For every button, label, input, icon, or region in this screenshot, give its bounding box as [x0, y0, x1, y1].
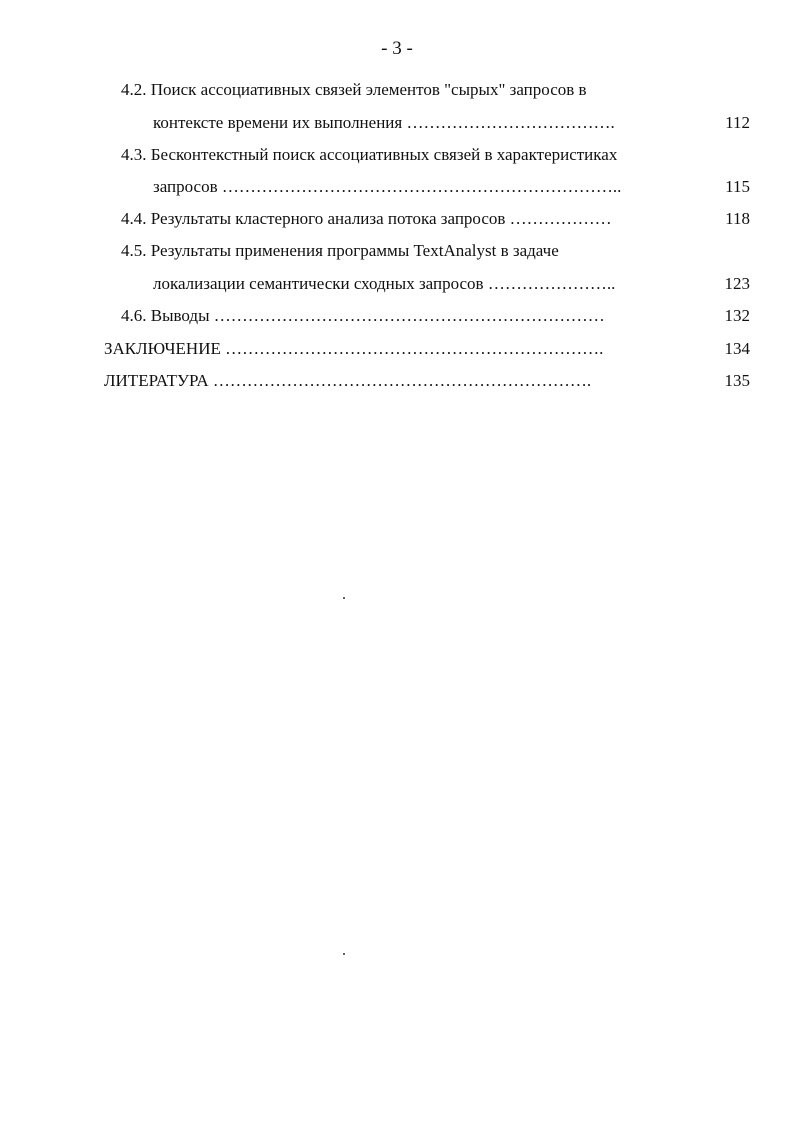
toc-entry-4-3-title: 4.3. Бесконтекстный поиск ассоциативных связей в характеристиках: [121, 145, 618, 164]
toc-entry-4-5-page: 123: [724, 274, 750, 293]
toc-entry-conclusion-page: 134: [724, 339, 750, 358]
scan-speck: [343, 953, 345, 955]
toc-entry-references-page: 135: [724, 371, 750, 390]
toc-entry-4-6-page: 132: [724, 306, 750, 325]
scan-speck: [343, 597, 345, 599]
toc-entry-4-2-title-cont: контексте времени их выполнения ……………………………….: [153, 113, 615, 132]
page-number: - 3 -: [381, 38, 413, 59]
toc-entry-4-4-title: 4.4. Результаты кластерного анализа потока запросов ………………: [121, 209, 612, 228]
toc-entry-4-2-page: 112: [725, 113, 750, 132]
toc-entry-4-4-page: 118: [725, 209, 750, 228]
toc-entry-4-5-title: 4.5. Результаты применения программы TextAnalyst в задаче: [121, 241, 559, 260]
toc-entry-4-5-title-cont: локализации семантически сходных запросов …………………..: [153, 274, 616, 293]
toc-entry-4-2-title: 4.2. Поиск ассоциативных связей элементов "сырых" запросов в: [121, 80, 587, 99]
toc-entry-references-title: ЛИТЕРАТУРА ………………………………………………………….: [104, 371, 592, 390]
toc-entry-4-3-title-cont: запросов ……………………………………………………………..: [153, 177, 622, 196]
toc-entry-4-6-title: 4.6. Выводы ……………………………………………………………: [121, 306, 605, 325]
toc-entry-conclusion-title: ЗАКЛЮЧЕНИЕ ………………………………………………………….: [104, 339, 604, 358]
toc-entry-4-3-page: 115: [725, 177, 750, 196]
